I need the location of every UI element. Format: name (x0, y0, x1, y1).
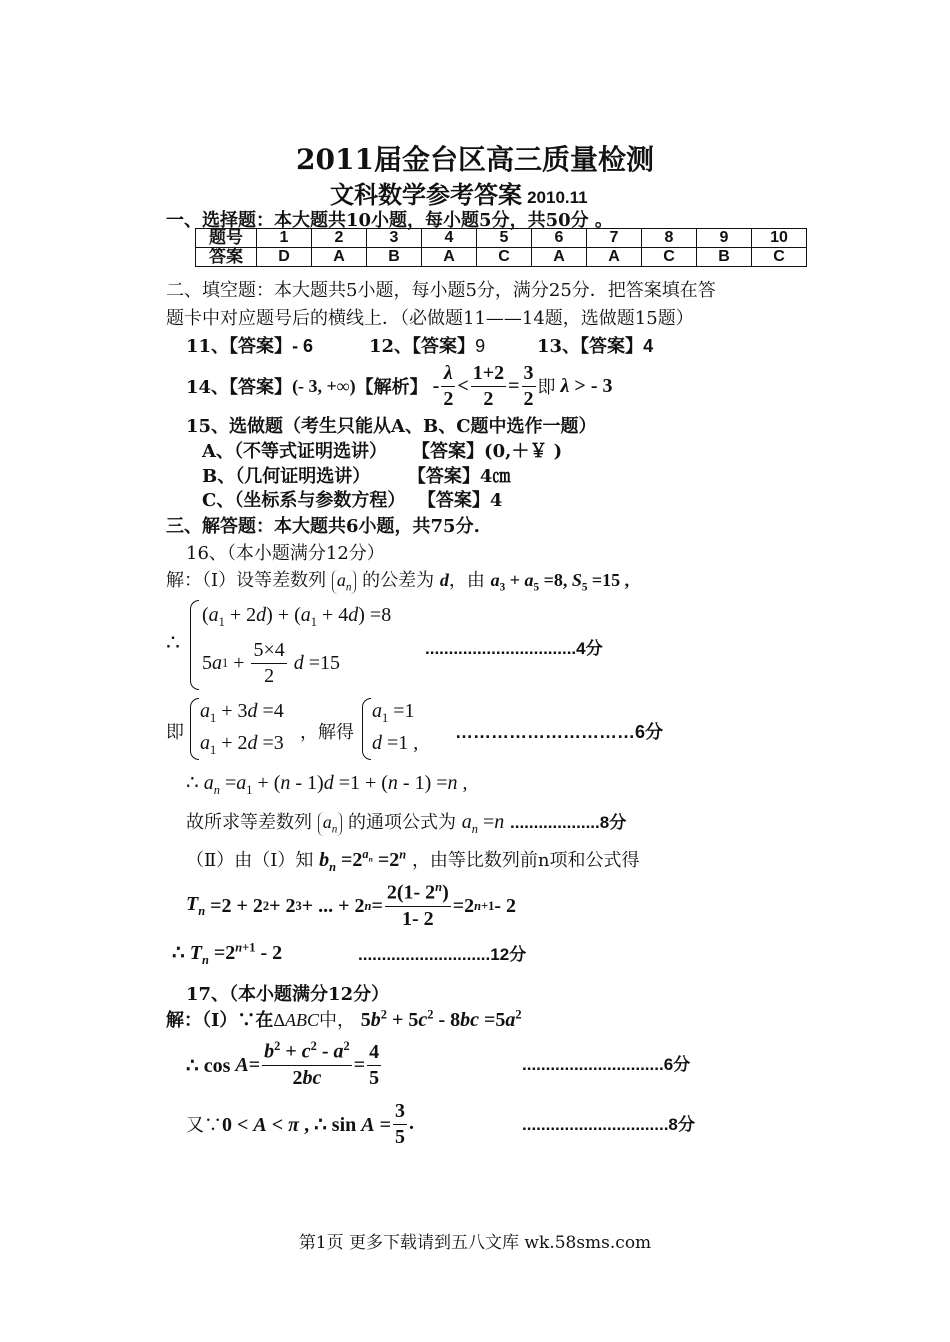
solution-d: d =1 , (372, 732, 419, 754)
system-eq1: $(a_1 + 2d) + (a_1 + 4d) =8$ (202, 604, 392, 629)
fraction: $\frac{\lambda}{2}$ (443, 361, 454, 410)
q16-so: 故所求等差数列 (186, 812, 312, 833)
table-cell: C (642, 248, 697, 267)
q14-answer (186, 358, 612, 414)
brace (190, 698, 199, 760)
table-cell: B (697, 248, 752, 267)
fraction: $\frac{3}{5}$ (395, 1099, 406, 1148)
answer-table (195, 228, 807, 267)
score-8: ...................8分 (510, 813, 627, 832)
q13-value: 4 (643, 336, 654, 356)
tn-sum: $T_n$ =2 + 2 2 + 2 3 + ... + 2 n = $\frac{2(1- 2^n)}{1- 2}$ =2 n+1 - 2 (186, 880, 516, 930)
q11-label: 11、【答案】 (186, 336, 293, 357)
table-cell: 10 (752, 229, 807, 248)
page-title: 2011届金台区高三质量检测 (296, 143, 654, 176)
q12-label: 12、【答案】 (369, 336, 476, 357)
table-cell: D (257, 248, 312, 267)
q16-line1: 解：（Ⅰ）设等差数列 $a_n$ 的公差为 d，由 $a_3 + a_5 =8$, $S_5 =15$ , (166, 570, 630, 594)
fraction: $\frac{4}{5}$ (369, 1040, 380, 1089)
date: 2010.11 (527, 188, 588, 207)
q16-conclusion: 故所求等差数列 $a_n$ 的通项公式为 $a_n =n$ ...................8分 (186, 811, 627, 836)
q15a (202, 437, 562, 463)
q14-value: (- 3, +∞) (292, 375, 356, 396)
table-cell: 5 (477, 229, 532, 248)
q16-jie: 解：（Ⅰ）设等差数列 (166, 570, 327, 591)
table-cell: 6 (532, 229, 587, 248)
q17-you: 又∵ (186, 1115, 222, 1136)
fraction: $\frac{2(1- 2^n)}{1- 2}$ (386, 880, 449, 930)
q17-zhong: 中， (319, 1010, 355, 1031)
q14-ji: 即 (537, 377, 556, 398)
q15c-label: C、（坐标系与参数方程） (202, 490, 406, 511)
q16-ii-tail: ，由等比数列前n项和公式得 (411, 850, 640, 871)
table-cell: 1 (257, 229, 312, 248)
q13-label: 13、【答案】 (537, 336, 644, 357)
row-label: 题号 (196, 229, 257, 248)
q15b-label: B、（几何证明选讲） (202, 466, 371, 487)
sin-line: 又∵ 0 < A < π , ∴ sin A = $\frac{3}{5}$ . (186, 1099, 415, 1148)
score-6b: ..............................6分 (522, 1055, 691, 1074)
q16-you: ，由 (448, 570, 485, 591)
therefore-symbol: ∴ (166, 630, 180, 655)
system2-eq2: $a_1 + 2d =3$ (200, 732, 284, 757)
q15b-answer: 【答案】4㎝ (407, 466, 511, 487)
table-cell: 3 (367, 229, 422, 248)
q16-part2: （Ⅱ）由（Ⅰ）知 $b_n =2^{a_n} =2^n$ ，由等比数列前n项和公式得 (186, 847, 640, 874)
system2-eq1: $a_1 + 3d =4$ (200, 700, 284, 725)
fraction: $\frac{b^2 + c^2 - a^2}{2bc}$ (264, 1039, 350, 1089)
q14-label: 14、【答案】 (186, 377, 293, 398)
score-12: ............................12分 (358, 945, 527, 964)
q16-heading: 16、（本小题满分12分） (186, 543, 385, 564)
q15c (202, 486, 502, 512)
q15a-label: A、（不等式证明选讲） (202, 441, 387, 462)
section2-line1: 二、填空题：本大题共5小题，每小题5分，满分25分．把答案填在答 (166, 280, 716, 301)
system-eq2: 5 a 1 + $\frac{5\times 4}{2}$ d =15 (202, 639, 341, 687)
brace (362, 698, 371, 760)
sequence-an: $a_n$ (332, 570, 357, 594)
tn-result: ∴ $T_n =2^{n+1} - 2$ (172, 940, 283, 967)
table-cell: A (312, 248, 367, 267)
fraction: $\frac{5\times 4}{2}$ (253, 639, 285, 687)
table-row (196, 229, 807, 248)
table-cell: B (367, 248, 422, 267)
q11-answer (186, 332, 313, 358)
solution-a1: $a_1 =1$ (372, 700, 415, 725)
q15a-answer: 【答案】(0,＋￥ ) (412, 441, 563, 462)
section1-heading: 一、选择题：本大题共10小题，每小题5分，共50分 。 (166, 210, 613, 231)
table-cell: 7 (587, 229, 642, 248)
q17-jie: 解：（Ⅰ）∵在 (166, 1010, 274, 1031)
fraction: $\frac{1+2}{2}$ (472, 361, 505, 410)
table-cell: C (477, 248, 532, 267)
cos-formula: ∴ cos A = $\frac{b^2 + c^2 - a^2}{2bc}$ = $\frac{4}{5}$ (186, 1039, 380, 1089)
q14-formula: - $\frac{\lambda}{2}$ < $\frac{1+2}{2}$ = $\frac{3}{2}$ (427, 361, 534, 410)
table-cell: 2 (312, 229, 367, 248)
brace (190, 600, 199, 690)
table-cell: A (422, 248, 477, 267)
jiede-label: ，解得 (300, 722, 354, 743)
q17-heading: 17、（本小题满分12分） (186, 984, 390, 1005)
q16-tong: 的通项公式为 (348, 812, 457, 833)
q17-line1: 解：（Ⅰ）∵在ΔABC中， $5b^2 + 5c^2 - 8bc =5a^2$ (166, 1007, 522, 1031)
table-cell: 9 (697, 229, 752, 248)
an-formula: ∴ $a_n =a_1 + (n - 1)d =1 + (n - 1) =n$ , (186, 772, 468, 797)
table-cell: 4 (422, 229, 477, 248)
table-cell: 8 (642, 229, 697, 248)
q16-gc: 的公差为 (362, 570, 435, 591)
q16-ii: （Ⅱ）由（Ⅰ）知 (186, 850, 314, 871)
q12-answer (369, 332, 485, 358)
score-8b: ...............................8分 (522, 1115, 695, 1134)
subtitle-line (330, 175, 588, 210)
sequence-an: $a_n$ (318, 812, 343, 836)
ji-label: 即 (166, 722, 184, 743)
score-6: …………………………6分 (455, 722, 664, 742)
score-4: ................................4分 (425, 639, 603, 658)
q14-result: λ > - 3 (560, 374, 613, 397)
fraction: $\frac{3}{2}$ (523, 361, 534, 410)
q13-answer (537, 332, 653, 358)
q14-analysis-label: 【解析】 (355, 377, 428, 398)
row-label: 答案 (196, 248, 257, 267)
table-cell: A (587, 248, 642, 267)
q11-value: - 6 (292, 336, 314, 356)
table-cell: C (752, 248, 807, 267)
q15c-answer: 【答案】4 (417, 490, 503, 511)
section3-heading: 三、解答题：本大题共6小题，共75分. (166, 516, 480, 537)
q15b (202, 462, 510, 488)
subtitle: 文科数学参考答案 (330, 180, 522, 209)
page-footer: 第1页 更多下载请到五八文库 wk.58sms.com (298, 1233, 652, 1253)
table-row (196, 248, 807, 267)
table-cell: A (532, 248, 587, 267)
q12-value: 9 (475, 336, 486, 356)
q15-heading: 15、选做题（考生只能从A、B、C题中选作一题） (186, 416, 597, 437)
section2-line2: 题卡中对应题号后的横线上．（必做题11——14题，选做题15题） (166, 308, 694, 329)
